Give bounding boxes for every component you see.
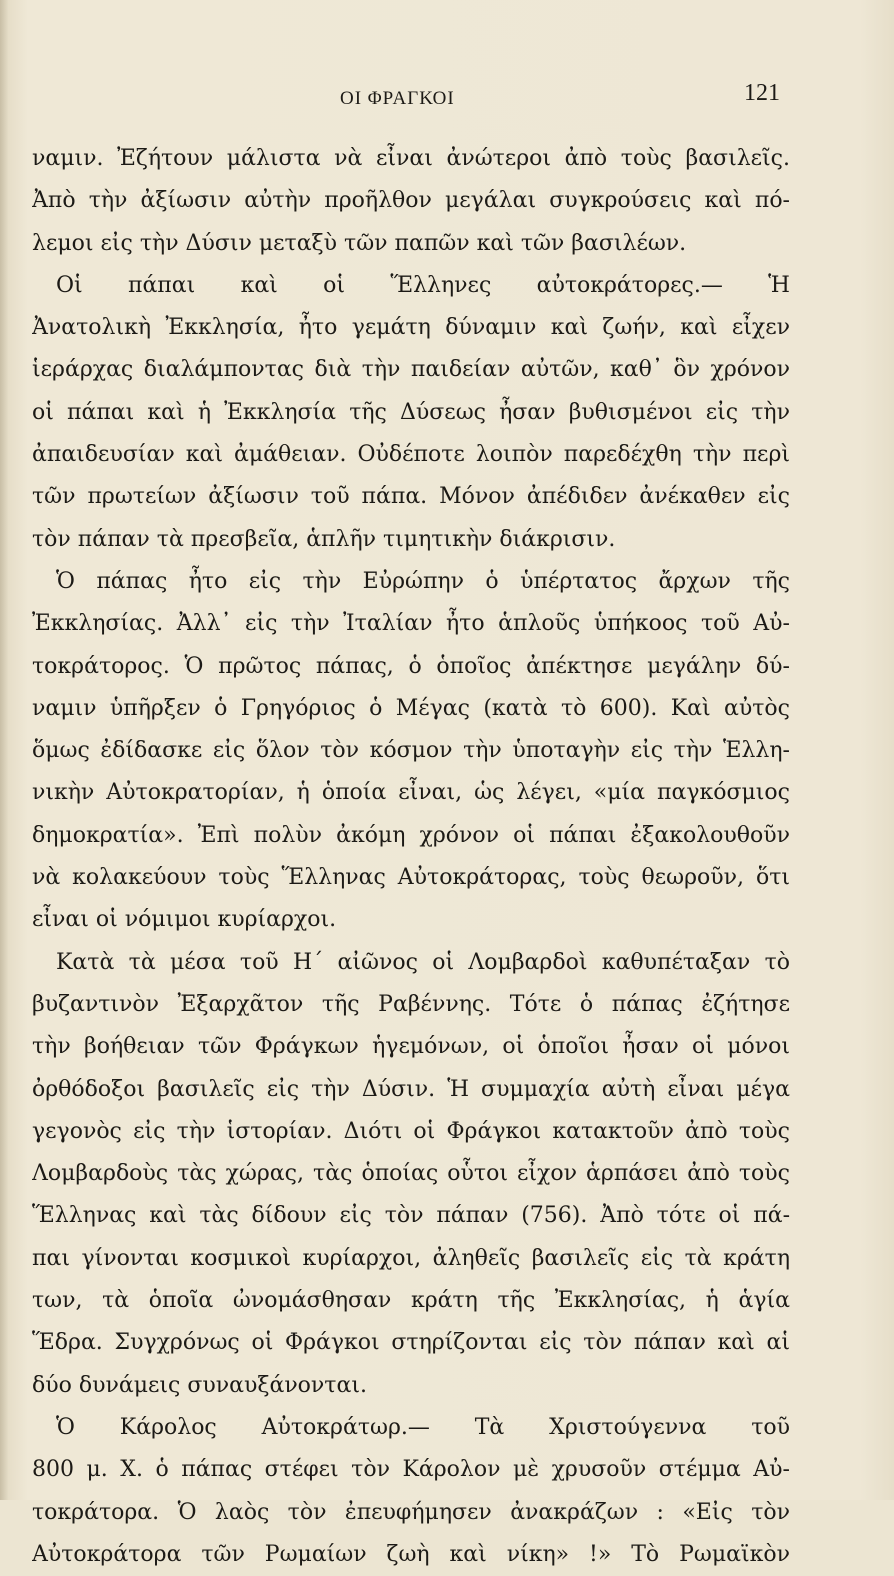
text-line: οἱ πάπαι καὶ ἡ Ἐκκλησία τῆς Δύσεως ἦσαν βυθισμένοι εἰς τὴν <box>32 399 790 425</box>
text-line: ὀρθόδοξοι βασιλεῖς εἰς τὴν Δύσιν. Ἡ συμμαχία αὐτὴ εἶναι μέγα <box>32 1076 790 1102</box>
text-line: βυζαντινὸν Ἐξαρχᾶτον τῆς Ραβέννης. Τότε ὁ πάπας ἐζήτησε <box>32 991 790 1017</box>
page-number: 121 <box>744 80 780 106</box>
text-line: νὰ κολακεύουν τοὺς Ἕλληνας Αὐτοκράτορας, τοὺς θεωροῦν, ὅτι <box>32 865 790 891</box>
running-title: ΟΙ ΦΡΑΓΚΟΙ <box>340 88 455 109</box>
text-line: τῶν πρωτείων ἀξίωσιν τοῦ πάπα. Μόνον ἀπέδιδεν ἀνέκαθεν εἰς <box>32 484 790 510</box>
text-line: ὅμως ἐδίδασκε εἰς ὅλον τὸν κόσμον τὴν ὑποταγὴν εἰς τὴν Ἑλλη- <box>32 738 790 764</box>
text-line: ἀπαιδευσίαν καὶ ἀμάθειαν. Οὐδέποτε λοιπὸν παρεδέχθη τὴν περὶ <box>32 442 790 468</box>
text-line: 800 μ. Χ. ὁ πάπας στέφει τὸν Κάρολον μὲ χρυσοῦν στέμμα Αὐ- <box>32 1457 790 1483</box>
body-text <box>32 138 790 1576</box>
text-line: ἱεράρχας διαλάμποντας διὰ τὴν παιδείαν αὐτῶν, καθ᾽ ὃν χρόνον <box>32 357 790 383</box>
text-line: εἶναι οἱ νόμιμοι κυρίαρχοι. <box>32 907 337 933</box>
text-line: παι γίνονται κοσμικοὶ κυρίαρχοι, ἀληθεῖς βασιλεῖς εἰς τὰ κράτη <box>32 1245 790 1271</box>
text-line: τὸν πάπαν τὰ πρεσβεῖα, ἁπλῆν τιμητικὴν διάκρισιν. <box>32 526 616 552</box>
text-line: Λομβαρδοὺς τὰς χώρας, τὰς ὁποίας οὗτοι εἶχον ἁρπάσει ἀπὸ τοὺς <box>32 1161 790 1187</box>
text-line: τοκράτορος. Ὁ πρῶτος πάπας, ὁ ὁποῖος ἀπέκτησε μεγάλην δύ- <box>32 653 790 679</box>
text-line: ναμιν. Ἐζήτουν μάλιστα νὰ εἶναι ἀνώτεροι ἀπὸ τοὺς βασιλεῖς. <box>32 146 790 171</box>
text-line: Ἐκκλησίας. Ἀλλ᾽ εἰς τὴν Ἰταλίαν ἦτο ἁπλοῦς ὑπήκοος τοῦ Αὐ- <box>32 611 790 637</box>
section-heading-line: Οἱ πάπαι καὶ οἱ Ἕλληνες αὐτοκράτορες.— Ἡ <box>56 272 790 298</box>
text-line: Ἕδρα. Συγχρόνως οἱ Φράγκοι στηρίζονται εἰς τὸν πάπαν καὶ αἱ <box>32 1330 790 1356</box>
text-line: ναμιν ὑπῆρξεν ὁ Γρηγόριος ὁ Μέγας (κατὰ τὸ 600). Καὶ αὐτὸς <box>32 695 790 721</box>
text-line: Ὁ πάπας ἦτο εἰς τὴν Εὐρώπην ὁ ὑπέρτατος ἄρχων τῆς <box>56 568 790 594</box>
text-line: Κατὰ τὰ μέσα τοῦ Η΄ αἰῶνος οἱ Λομβαρδοὶ καθυπέταξαν τὸ <box>56 949 790 975</box>
text-line: τὴν βοήθειαν τῶν Φράγκων ἡγεμόνων, οἱ ὁποῖοι ἦσαν οἱ μόνοι <box>32 1034 790 1060</box>
page-header <box>0 78 894 118</box>
text-line: Ἀνατολικὴ Ἐκκλησία, ἦτο γεμάτη δύναμιν καὶ ζωήν, καὶ εἶχεν <box>32 315 790 341</box>
text-line: νικὴν Αὐτοκρατορίαν, ἡ ὁποία εἶναι, ὡς λέγει, «μία παγκόσμιος <box>32 780 790 806</box>
text-line: Ἕλληνας καὶ τὰς δίδουν εἰς τὸν πάπαν (756). Ἀπὸ τότε οἱ πά- <box>32 1203 790 1229</box>
page-spine-edge <box>0 0 8 1500</box>
section-heading-line: Ὁ Κάρολος Αὐτοκράτωρ.— Τὰ Χριστούγεννα τοῦ <box>56 1414 790 1440</box>
text-line: Ἀπὸ τὴν ἀξίωσιν αὐτὴν προῆλθον μεγάλαι συγκρούσεις καὶ πό- <box>32 188 790 214</box>
text-line: δημοκρατία». Ἐπὶ πολὺν ἀκόμη χρόνον οἱ πάπαι ἐξακολουθοῦν <box>32 822 790 848</box>
text-line: δύο δυνάμεις συναυξάνονται. <box>32 1372 367 1398</box>
text-line: τοκράτορα. Ὁ λαὸς τὸν ἐπευφήμησεν ἀνακράζων : «Εἰς τὸν <box>32 1499 790 1525</box>
text-line: λεμοι εἰς τὴν Δύσιν μεταξὺ τῶν παπῶν καὶ τῶν βασιλέων. <box>32 230 687 256</box>
text-line: Αὐτοκράτορα τῶν Ρωμαίων ζωὴ καὶ νίκη» !» Τὸ Ρωμαϊκὸν <box>32 1541 790 1567</box>
text-line: των, τὰ ὁποῖα ὠνομάσθησαν κράτη τῆς Ἐκκλησίας, ἡ ἁγία <box>32 1288 790 1314</box>
text-line: γεγονὸς εἰς τὴν ἱστορίαν. Διότι οἱ Φράγκοι κατακτοῦν ἀπὸ τοὺς <box>32 1118 790 1144</box>
